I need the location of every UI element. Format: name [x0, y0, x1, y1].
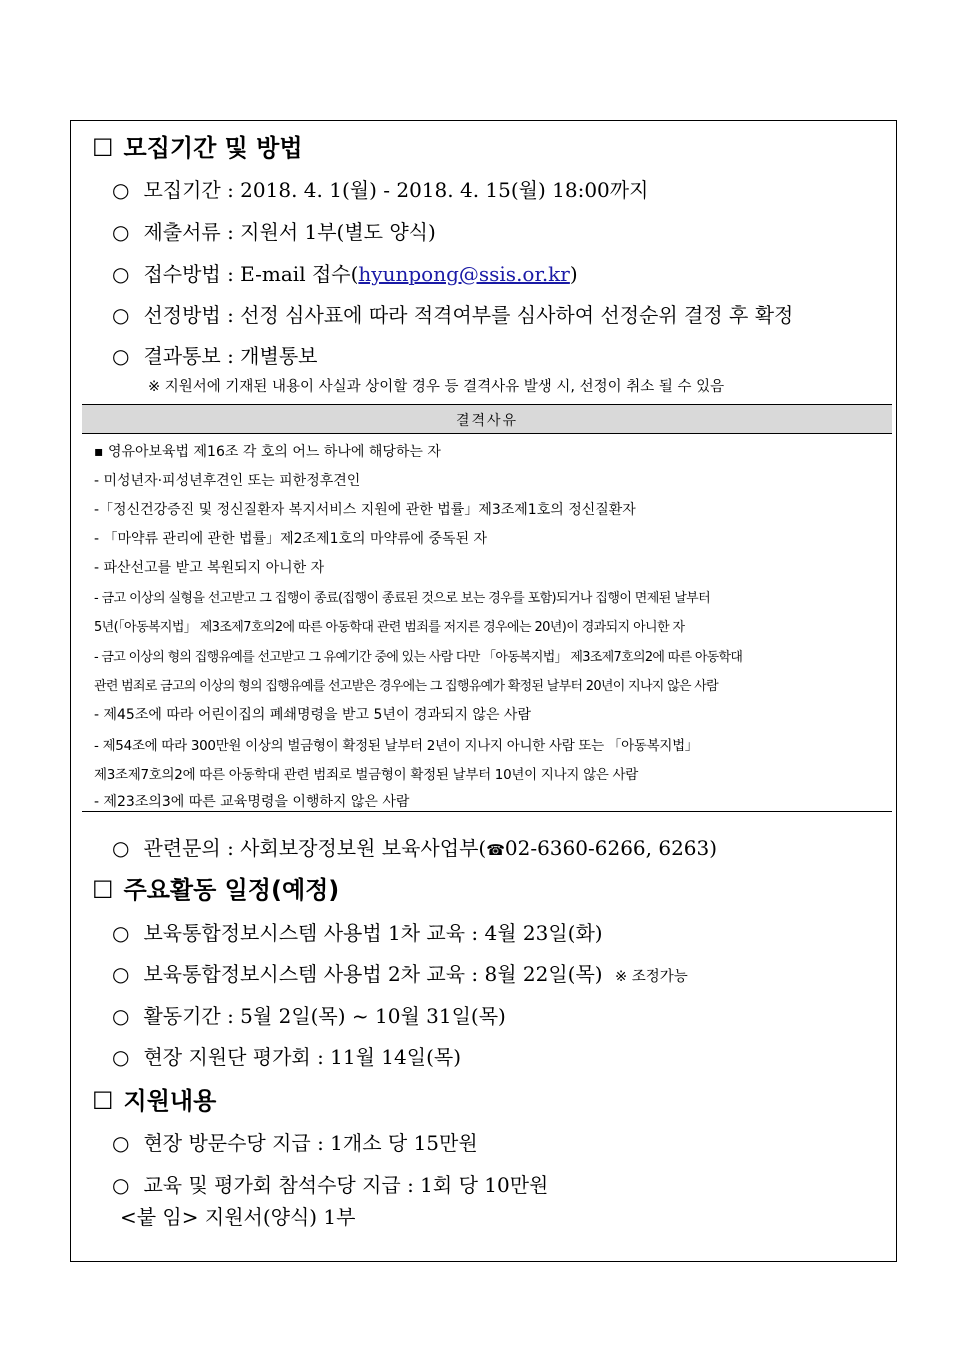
disq-line: 5년(「아동복지법」 제3조제7호의2에 따른 아동학대 관련 범죄를 저지른 경우에는 20년)이 경과되지 아니한 자 — [94, 620, 685, 635]
section-heading-schedule: ☐ 주요활동 일정(예정) — [92, 876, 340, 904]
attachment-text: <붙 임> 지원서(양식) 1부 — [120, 1205, 356, 1229]
circle-bullet-icon: ○ — [112, 962, 130, 986]
list-item-attendance-allowance: ○ 교육 및 평가회 참석수당 지급 : 1회 당 10만원 — [112, 1173, 549, 1197]
list-item-documents: ○ 제출서류 : 지원서 1부(별도 양식) — [112, 220, 436, 244]
list-item-period: ○ 모집기간 : 2018. 4. 1(월) - 2018. 4. 15(월) 18:00까지 — [112, 178, 649, 202]
circle-bullet-icon: ○ — [112, 836, 130, 860]
circle-bullet-icon: ○ — [112, 220, 130, 244]
disq-line: - 제54조에 따라 300만원 이상의 벌금형이 확정된 날부터 2년이 지나지 아니한 사람 또는 「아동복지법」 — [94, 738, 699, 754]
list-item-evaluation: ○ 현장 지원단 평가회 : 11월 14일(목) — [112, 1045, 462, 1069]
disq-line: - 제23조의3에 따른 교육명령을 이행하지 않은 사람 — [94, 794, 410, 810]
disq-line: 제3조제7호의2에 따른 아동학대 관련 범죄로 벌금형이 확정된 날부터 10년이 지나지 않은 사람 — [94, 767, 639, 783]
circle-bullet-icon: ○ — [112, 178, 130, 202]
divider — [82, 811, 892, 812]
disq-line: - 파산선고를 받고 복원되지 아니한 자 — [94, 560, 325, 576]
disq-line: - 제45조에 따라 어린이집의 폐쇄명령을 받고 5년이 경과되지 않은 사람 — [94, 707, 531, 723]
list-item-training-1: ○ 보육통합정보시스템 사용법 1차 교육 : 4월 23일(화) — [112, 921, 603, 945]
circle-bullet-icon: ○ — [112, 921, 130, 945]
list-item-selection: ○ 선정방법 : 선정 심사표에 따라 적격여부를 심사하여 선정순위 결정 후 확정 — [112, 303, 794, 327]
list-item-inquiry: ○ 관련문의 : 사회보장정보원 보육사업부(☎02-6360-6266, 6263) — [112, 836, 718, 860]
circle-bullet-icon: ○ — [112, 344, 130, 368]
checkbox-icon: ☐ — [92, 876, 114, 904]
disq-line: - 「마약류 관리에 관한 법률」제2조제1호의 마약류에 중독된 자 — [94, 531, 488, 547]
disqualification-title: 결격사유 — [455, 413, 519, 429]
phone-icon: ☎ — [486, 841, 505, 859]
disq-line: -「정신건강증진 및 정신질환자 복지서비스 지원에 관한 법률」제3조제1호의 정신질환자 — [94, 502, 636, 518]
list-item-activity-period: ○ 활동기간 : 5월 2일(목) ~ 10월 31일(목) — [112, 1004, 506, 1028]
disq-line: ▪ 영유아보육법 제16조 각 호의 어느 하나에 해당하는 자 — [94, 444, 441, 460]
email-link[interactable]: hyunpong@ssis.or.kr — [358, 262, 570, 286]
disq-line: - 금고 이상의 형의 집행유예를 선고받고 그 유예기간 중에 있는 사람 다만 「아동복지법」 제3조제7호의2에 따른 아동학대 — [94, 650, 743, 665]
list-item-submission: ○ 접수방법 : E-mail 접수(hyunpong@ssis.or.kr) — [112, 262, 578, 286]
list-item-visit-allowance: ○ 현장 방문수당 지급 : 1개소 당 15만원 — [112, 1131, 478, 1155]
disq-line: - 미성년자·피성년후견인 또는 피한정후견인 — [94, 473, 361, 489]
section-heading-support: ☐ 지원내용 — [92, 1087, 217, 1115]
circle-bullet-icon: ○ — [112, 1004, 130, 1028]
section-heading-recruitment: ☐ 모집기간 및 방법 — [92, 134, 303, 162]
list-item-result: ○ 결과통보 : 개별통보 — [112, 344, 318, 368]
disqualification-header — [82, 404, 892, 434]
list-item-training-2: ○ 보육통합정보시스템 사용법 2차 교육 : 8월 22일(목) ※ 조정가능 — [112, 962, 688, 986]
adjustable-note: ※ 조정가능 — [614, 969, 688, 985]
circle-bullet-icon: ○ — [112, 1173, 130, 1197]
circle-bullet-icon: ○ — [112, 303, 130, 327]
checkbox-icon: ☐ — [92, 134, 114, 162]
circle-bullet-icon: ○ — [112, 1131, 130, 1155]
checkbox-icon: ☐ — [92, 1087, 114, 1115]
circle-bullet-icon: ○ — [112, 262, 130, 286]
disq-line: 관련 범죄로 금고의 이상의 형의 집행유예를 선고받은 경우에는 그 집행유예가 확정된 날부터 20년이 지나지 않은 사람 — [94, 679, 718, 694]
disq-line: - 금고 이상의 실형을 선고받고 그 집행이 종료(집행이 종료된 것으로 보는 경우를 포함)되거나 집행이 면제된 날부터 — [94, 591, 711, 606]
circle-bullet-icon: ○ — [112, 1045, 130, 1069]
notice-text: ※ 지원서에 기재된 내용이 사실과 상이할 경우 등 결격사유 발생 시, 선정이 취소 될 수 있음 — [148, 379, 725, 395]
